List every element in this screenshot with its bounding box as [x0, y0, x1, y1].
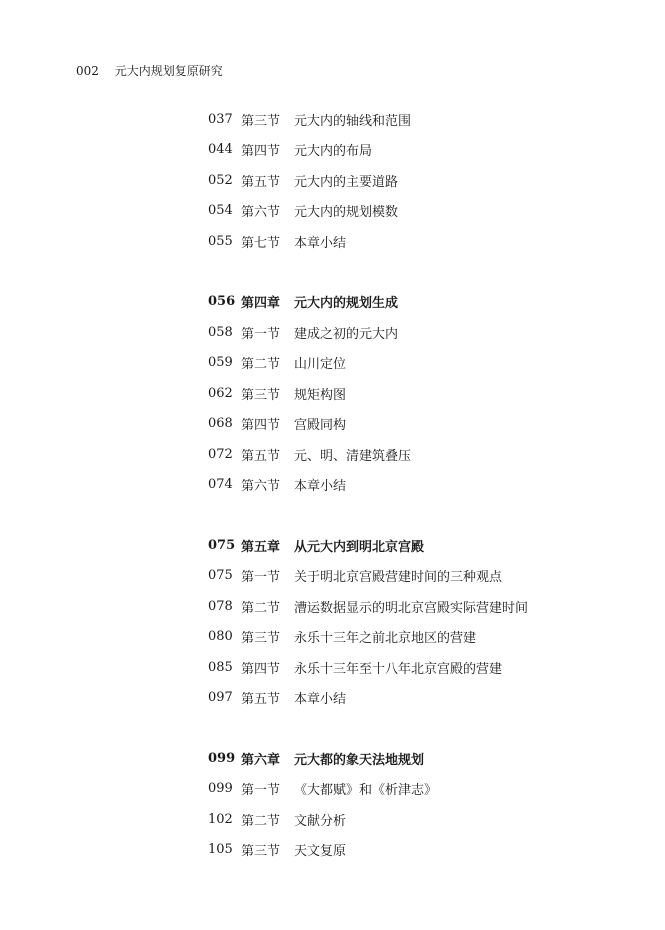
toc-section-label: 第四节 [241, 144, 281, 160]
toc-section-label: 第二节 [241, 600, 281, 616]
toc-page-number: 080 [208, 629, 233, 645]
toc-page-number: 105 [208, 842, 233, 858]
toc-page-number: 068 [208, 416, 233, 432]
toc-page-number: 055 [208, 233, 233, 249]
toc-entry[interactable] [208, 378, 628, 409]
toc-page-number: 037 [208, 111, 233, 127]
toc-entry[interactable] [208, 561, 628, 592]
toc-title: 关于明北京宫殿营建时间的三种观点 [294, 570, 503, 586]
toc-page-number: 075 [208, 537, 236, 553]
toc-chapter-title: 元大都的象天法地规划 [294, 752, 425, 768]
toc-chapter-entry[interactable] [208, 530, 628, 561]
toc-section-label: 第五节 [241, 448, 281, 464]
toc-page-number: 075 [208, 568, 233, 584]
toc-chapter-label: 第五章 [241, 539, 281, 555]
toc-chapter-title: 从元大内到明北京宫殿 [294, 539, 425, 555]
toc-title: 文献分析 [294, 813, 347, 829]
toc-page-number: 062 [208, 385, 233, 401]
toc-title: 天文复原 [294, 844, 347, 860]
toc-page-number: 097 [208, 690, 233, 706]
toc-section-label: 第六节 [241, 479, 281, 495]
toc-section-label: 第五节 [241, 174, 281, 190]
toc-title: 本章小结 [294, 479, 347, 495]
toc-section-label: 第三节 [241, 387, 281, 403]
toc-section-label: 第一节 [241, 570, 281, 586]
toc-group [208, 743, 628, 865]
toc-title: 本章小结 [294, 692, 347, 708]
toc-chapter-entry[interactable] [208, 743, 628, 774]
toc-section-label: 第二节 [241, 813, 281, 829]
toc-chapter-entry[interactable] [208, 287, 628, 318]
toc-entry[interactable] [208, 652, 628, 683]
toc-group [208, 104, 628, 257]
toc-entry[interactable] [208, 774, 628, 805]
toc-entry[interactable] [208, 104, 628, 135]
toc-title: 山川定位 [294, 357, 347, 373]
toc-entry[interactable] [208, 622, 628, 653]
toc-title: 元大内的轴线和范围 [294, 113, 412, 129]
toc-page-number: 099 [208, 781, 233, 797]
toc-entry[interactable] [208, 683, 628, 714]
header-book-title: 元大内规划复原研究 [114, 64, 223, 78]
header-page-number: 002 [76, 64, 99, 78]
toc-title: 规矩构图 [294, 387, 347, 403]
toc-entry[interactable] [208, 470, 628, 501]
toc-page-number: 072 [208, 446, 233, 462]
toc-entry[interactable] [208, 348, 628, 379]
toc-section-label: 第七节 [241, 235, 281, 251]
toc-section-label: 第六节 [241, 205, 281, 221]
toc-page-number: 078 [208, 598, 233, 614]
toc-title: 宫殿同构 [294, 418, 347, 434]
toc-entry[interactable] [208, 165, 628, 196]
toc-section-label: 第二节 [241, 357, 281, 373]
toc-title: 元大内的主要道路 [294, 174, 399, 190]
table-of-contents [208, 104, 628, 895]
toc-section-label: 第一节 [241, 326, 281, 342]
toc-entry[interactable] [208, 804, 628, 835]
toc-chapter-label: 第四章 [241, 296, 281, 312]
toc-page-number: 085 [208, 659, 233, 675]
toc-entry[interactable] [208, 439, 628, 470]
toc-entry[interactable] [208, 835, 628, 866]
toc-section-label: 第三节 [241, 631, 281, 647]
toc-entry[interactable] [208, 196, 628, 227]
toc-group [208, 287, 628, 501]
toc-entry[interactable] [208, 135, 628, 166]
toc-title: 元大内的规划模数 [294, 205, 399, 221]
toc-title: 元大内的布局 [294, 144, 373, 160]
toc-page-number: 058 [208, 324, 233, 340]
toc-entry[interactable] [208, 591, 628, 622]
toc-page-number: 052 [208, 172, 233, 188]
toc-section-label: 第三节 [241, 844, 281, 860]
toc-entry[interactable] [208, 317, 628, 348]
toc-entry[interactable] [208, 409, 628, 440]
toc-section-label: 第三节 [241, 113, 281, 129]
toc-title: 永乐十三年至十八年北京宫殿的营建 [294, 661, 503, 677]
toc-title: 永乐十三年之前北京地区的营建 [294, 631, 477, 647]
running-header [76, 62, 223, 79]
toc-page-number: 102 [208, 811, 233, 827]
toc-page-number: 059 [208, 355, 233, 371]
toc-page-number: 099 [208, 750, 236, 766]
toc-page-number: 074 [208, 477, 233, 493]
toc-title: 《大都赋》和《析津志》 [294, 783, 438, 799]
toc-section-label: 第五节 [241, 692, 281, 708]
toc-entry[interactable] [208, 226, 628, 257]
toc-page-number: 044 [208, 142, 233, 158]
toc-section-label: 第四节 [241, 661, 281, 677]
toc-page-number: 056 [208, 294, 236, 310]
toc-title: 建成之初的元大内 [294, 326, 399, 342]
toc-chapter-label: 第六章 [241, 752, 281, 768]
toc-title: 本章小结 [294, 235, 347, 251]
toc-title: 漕运数据显示的明北京宫殿实际营建时间 [294, 600, 529, 616]
toc-section-label: 第四节 [241, 418, 281, 434]
toc-group [208, 530, 628, 713]
toc-chapter-title: 元大内的规划生成 [294, 296, 399, 312]
toc-page-number: 054 [208, 203, 233, 219]
toc-title: 元、明、清建筑叠压 [294, 448, 412, 464]
toc-section-label: 第一节 [241, 783, 281, 799]
